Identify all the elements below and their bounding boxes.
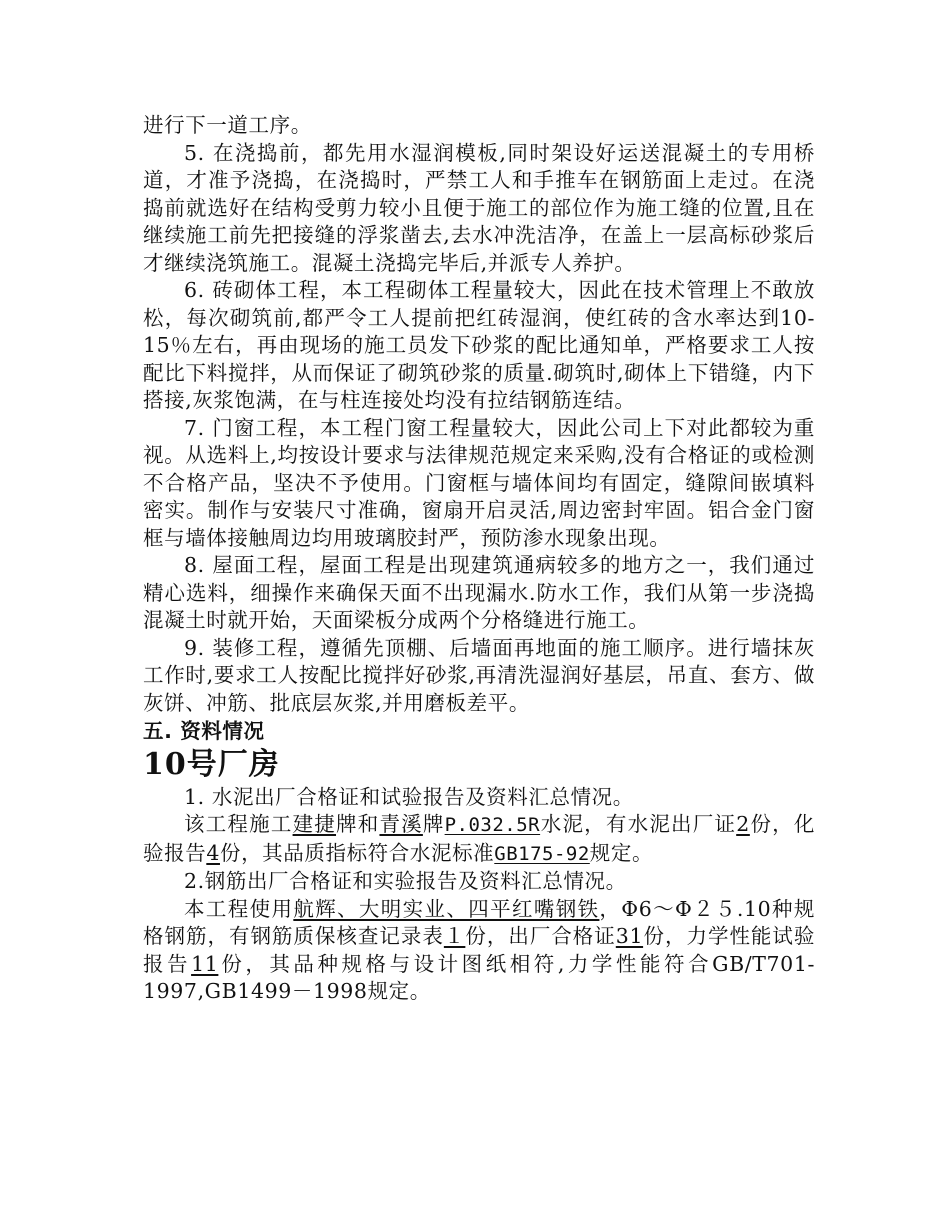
paragraph-item-6: 6. 砖砌体工程，本工程砌体工程量较大，因此在技术管理上不敢放松，每次砌筑前,都严令工人提前把红砖湿润，使红砖的含水率达到10-15％左右，再由现场的施工员发下砂浆的配比通知单，严格要求工人按配比下料搅拌，从而保证了砌筑砂浆的质量.砌筑时,砌体上下错缝，内下搭接,灰浆饱满，在与柱连接处均没有拉结钢筋连结。 bbox=[143, 278, 815, 412]
steel-record-count: １ bbox=[443, 924, 466, 948]
cement-item-body: 该工程施工建捷牌和青溪牌P.032.5R水泥，有水泥出厂证2份，化验报告4份，其品质指标符合水泥标准GB175-92规定。 bbox=[143, 812, 815, 865]
cement-brand-1: 建捷 bbox=[292, 812, 337, 836]
paragraph-item-5: 5. 在浇捣前，都先用水湿润模板,同时架设好运送混凝土的专用桥道，才准予浇捣，在浇捣时，严禁工人和手推车在钢筋面上走过。在浇捣前就选好在结构受剪力较小且便于施工的部位作为施工缝的位置,且在继续施工前先把接缝的浮浆凿去,去水冲洗洁净，在盖上一层高标砂浆后才继续浇筑施工。混凝土浇捣完毕后,并派专人养护。 bbox=[143, 140, 815, 275]
section-heading: 五. 资料情况 bbox=[143, 719, 265, 743]
building-title: 10号厂房 bbox=[143, 746, 280, 782]
steel-item-body: 本工程使用航辉、大明实业、四平红嘴钢铁，Φ6～Φ２５.10种规格钢筋，有钢筋质保核查记录表１份，出厂合格证31份，力学性能试验报告11份，其品种规格与设计图纸相符,力学性能符合GB/T701-1997,GB1499－1998规定。 bbox=[143, 896, 816, 1003]
cement-grade: P.032.5R bbox=[444, 814, 541, 836]
cement-brand-2: 青溪 bbox=[379, 812, 423, 836]
paragraph-continuation: 进行下一道工序。 bbox=[143, 113, 312, 137]
steel-item-title: 2.钢筋出厂合格证和实验报告及资料汇总情况。 bbox=[184, 869, 627, 893]
cement-report-count: 4 bbox=[206, 840, 220, 865]
paragraph-item-8: 8. 屋面工程，屋面工程是出现建筑通病较多的地方之一，我们通过精心选料，细操作来确保天面不出现漏水.防水工作，我们从第一步浇捣混凝土时就开始，天面梁板分成两个分格缝进行施工。 bbox=[143, 553, 815, 632]
cement-standard: GB175-92 bbox=[494, 842, 590, 865]
paragraph-item-7: 7. 门窗工程，本工程门窗工程量较大，因此公司上下对此都较为重视。从选料上,均按设计要求与法律规范规定来采购,没有合格证的或检测不合格产品，坚决不予使用。门窗框与墙体间均有固定，缝隙间嵌填料密实。制作与安装尺寸准确，窗扇开启灵活,周边密封牢固。铝合金门窗框与墙体接触周边均用玻璃胶封严，预防渗水现象出现。 bbox=[143, 415, 815, 550]
paragraph-item-9: 9. 装修工程，遵循先顶棚、后墙面再地面的施工顺序。进行墙抹灰工作时,要求工人按配比搅拌好砂浆,再清洗湿润好基层，吊直、套方、做灰饼、冲筋、批底层灰浆,并用磨板差平。 bbox=[143, 635, 815, 715]
document-page bbox=[143, 112, 815, 1006]
steel-cert-count: 31 bbox=[615, 924, 644, 948]
cement-item-title: 1. 水泥出厂合格证和试验报告及资料汇总情况。 bbox=[184, 784, 634, 809]
steel-suppliers: 航辉、大明实业、四平红嘴钢铁 bbox=[293, 896, 600, 921]
steel-report-count: 11 bbox=[191, 951, 219, 976]
cement-cert-count: 2 bbox=[736, 812, 750, 836]
